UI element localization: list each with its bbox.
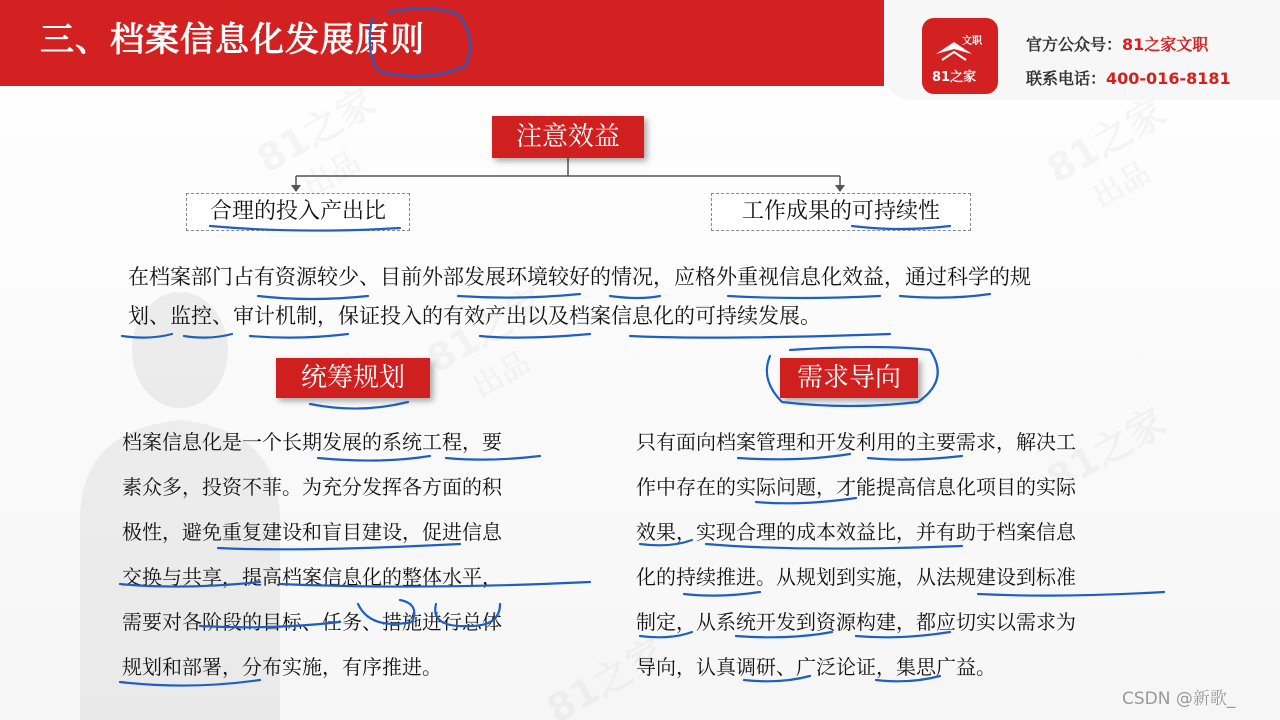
page-title: 三、档案信息化发展原则 bbox=[40, 20, 425, 60]
section-right-paragraph bbox=[636, 420, 1076, 690]
phone-value: 400-016-8181 bbox=[1106, 69, 1231, 88]
intro-paragraph bbox=[128, 258, 1031, 336]
account-value: 81之家文职 bbox=[1122, 35, 1209, 54]
paragraph-line: 规划和部署，分布实施，有序推进。 bbox=[122, 655, 442, 679]
paragraph-line: 制定，从系统开发到资源构建，都应切实以需求为 bbox=[636, 610, 1076, 634]
logo-text-bottom: 81之家 bbox=[932, 70, 977, 85]
section-title-left: 统筹规划 bbox=[276, 358, 430, 398]
paragraph-line: 交换与共享，提高档案信息化的整体水平， bbox=[122, 565, 502, 589]
section-left-paragraph bbox=[122, 420, 502, 690]
brand-account bbox=[1026, 32, 1208, 55]
paragraph-line: 效果，实现合理的成本效益比，并有助于档案信息 bbox=[636, 520, 1076, 544]
paragraph-line: 档案信息化是一个长期发展的系统工程，要 bbox=[122, 430, 502, 454]
footer-credit: CSDN @新歌_ bbox=[1122, 689, 1236, 709]
paragraph-line: 作中存在的实际问题，才能提高信息化项目的实际 bbox=[636, 475, 1076, 499]
account-label: 官方公众号： bbox=[1026, 35, 1123, 54]
paragraph-line: 化的持续推进。从规划到实施，从法规建设到标准 bbox=[636, 565, 1076, 589]
diagram-left-box: 合理的投入产出比 bbox=[186, 193, 410, 231]
paragraph-line: 极性，避免重复建设和盲目建设，促进信息 bbox=[122, 520, 502, 544]
brand-phone bbox=[1026, 66, 1231, 89]
paragraph-line: 需要对各阶段的目标、任务、措施进行总体 bbox=[122, 610, 502, 634]
phone-label: 联系电话： bbox=[1026, 69, 1107, 88]
diagram-right-box: 工作成果的可持续性 bbox=[711, 193, 971, 231]
paragraph-line: 导向，认真调研、广泛论证，集思广益。 bbox=[636, 655, 996, 679]
logo-text-top: 文职 bbox=[962, 36, 982, 47]
paragraph-line: 素众多，投资不菲。为充分发挥各方面的积 bbox=[122, 475, 502, 499]
paragraph-line: 只有面向档案管理和开发利用的主要需求，解决工 bbox=[636, 430, 1076, 454]
section-title-right: 需求导向 bbox=[780, 358, 918, 398]
diagram-root-box: 注意效益 bbox=[492, 116, 644, 158]
intro-line: 在档案部门占有资源较少、目前外部发展环境较好的情况，应格外重视信息化效益，通过科学的规 bbox=[128, 265, 1031, 289]
intro-line: 划、监控、审计机制，保证投入的有效产出以及档案信息化的可持续发展。 bbox=[128, 304, 821, 328]
